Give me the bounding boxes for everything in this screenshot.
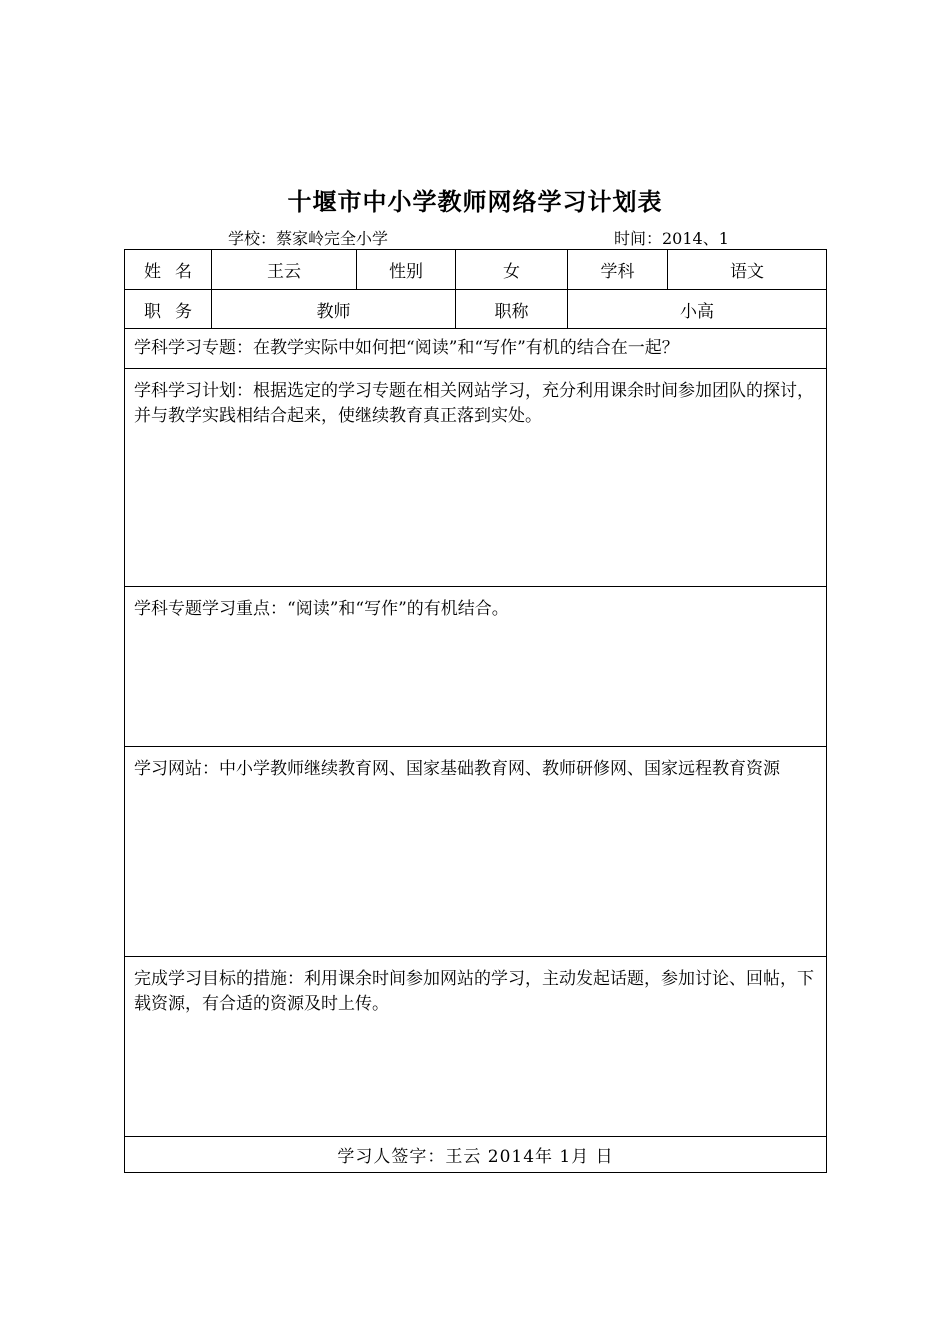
form-title: 十堰市中小学教师网络学习计划表 xyxy=(287,188,663,216)
position-value: 教师 xyxy=(212,290,456,329)
subject-value: 语文 xyxy=(668,250,827,290)
position-label: 职务 xyxy=(144,301,206,322)
gender-label: 性别 xyxy=(357,250,456,290)
study-measures: 完成学习目标的措施：利用课余时间参加网站的学习，主动发起话题，参加讨论、回帖，下载资源，有合适的资源及时上传。 xyxy=(125,957,827,1137)
table-row xyxy=(125,369,827,587)
school-info: 学校：蔡家岭完全小学 xyxy=(228,229,389,248)
rank-value: 小高 xyxy=(568,290,827,329)
table-row xyxy=(125,747,827,957)
time-info: 时间：2014、1 xyxy=(614,229,729,248)
name-value: 王云 xyxy=(212,250,357,290)
name-label-cell xyxy=(125,250,212,290)
study-topic: 学科学习专题：在教学实际中如何把“阅读”和“写作”有机的结合在一起？ xyxy=(125,329,827,369)
rank-label: 职称 xyxy=(456,290,568,329)
table-row xyxy=(125,1137,827,1173)
table-row xyxy=(125,957,827,1137)
table-row xyxy=(125,587,827,747)
subject-label: 学科 xyxy=(568,250,668,290)
study-focus: 学科专题学习重点：“阅读”和“写作”的有机结合。 xyxy=(125,587,827,747)
position-label-cell xyxy=(125,290,212,329)
study-plan-table xyxy=(124,249,827,1173)
gender-value: 女 xyxy=(456,250,568,290)
table-row xyxy=(125,250,827,290)
study-plan: 学科学习计划：根据选定的学习专题在相关网站学习，充分利用课余时间参加团队的探讨，并与教学实践相结合起来，使继续教育真正落到实处。 xyxy=(125,369,827,587)
table-row xyxy=(125,329,827,369)
name-label: 姓名 xyxy=(144,262,206,282)
table-row xyxy=(125,290,827,329)
signature-line: 学习人签字：王云 2014年 1月 日 xyxy=(125,1137,827,1173)
study-websites: 学习网站：中小学教师继续教育网、国家基础教育网、教师研修网、国家远程教育资源 xyxy=(125,747,827,957)
